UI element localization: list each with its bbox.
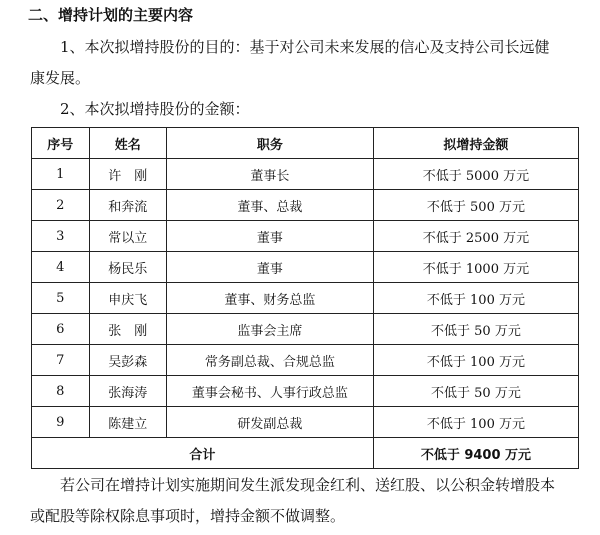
cell-position: 监事会主席 bbox=[166, 314, 373, 345]
cell-name: 杨民乐 bbox=[89, 252, 166, 283]
table-row bbox=[32, 221, 579, 252]
cell-name: 许 刚 bbox=[89, 159, 166, 190]
cell-amount: 不低于 1000 万元 bbox=[373, 252, 578, 283]
cell-no: 9 bbox=[32, 407, 90, 438]
header-position: 职务 bbox=[166, 128, 373, 159]
total-amount: 不低于 9400 万元 bbox=[373, 438, 578, 469]
total-label: 合计 bbox=[32, 438, 374, 469]
cell-position: 董事、财务总监 bbox=[166, 283, 373, 314]
header-amount: 拟增持金额 bbox=[373, 128, 578, 159]
cell-name: 和奔流 bbox=[89, 190, 166, 221]
cell-no: 4 bbox=[32, 252, 90, 283]
cell-name: 陈建立 bbox=[89, 407, 166, 438]
paragraph-purpose-continued: 康发展。 bbox=[30, 69, 91, 87]
cell-position: 董事 bbox=[166, 221, 373, 252]
cell-position: 常务副总裁、合规总监 bbox=[166, 345, 373, 376]
cell-name: 常以立 bbox=[89, 221, 166, 252]
cell-amount: 不低于 100 万元 bbox=[373, 283, 578, 314]
header-no: 序号 bbox=[32, 128, 90, 159]
table-row bbox=[32, 159, 579, 190]
cell-no: 8 bbox=[32, 376, 90, 407]
table-header-row bbox=[32, 128, 579, 159]
table-row bbox=[32, 314, 579, 345]
table-row bbox=[32, 283, 579, 314]
paragraph-adjustment-note-continued: 或配股等除权除息事项时，增持金额不做调整。 bbox=[30, 507, 346, 525]
cell-no: 7 bbox=[32, 345, 90, 376]
cell-name: 吴彭森 bbox=[89, 345, 166, 376]
cell-position: 董事会秘书、人事行政总监 bbox=[166, 376, 373, 407]
cell-position: 研发副总裁 bbox=[166, 407, 373, 438]
section-title: 二、增持计划的主要内容 bbox=[28, 6, 194, 24]
cell-no: 2 bbox=[32, 190, 90, 221]
paragraph-purpose: 1、本次拟增持股份的目的：基于对公司未来发展的信心及支持公司长远健 bbox=[60, 38, 550, 56]
cell-amount: 不低于 2500 万元 bbox=[373, 221, 578, 252]
table-total-row bbox=[32, 438, 579, 469]
cell-amount: 不低于 5000 万元 bbox=[373, 159, 578, 190]
cell-amount: 不低于 100 万元 bbox=[373, 345, 578, 376]
paragraph-adjustment-note: 若公司在增持计划实施期间发生派发现金红利、送红股、以公积金转增股本 bbox=[60, 476, 556, 494]
table-row bbox=[32, 407, 579, 438]
table-row bbox=[32, 376, 579, 407]
cell-position: 董事长 bbox=[166, 159, 373, 190]
table-row bbox=[32, 345, 579, 376]
cell-amount: 不低于 100 万元 bbox=[373, 407, 578, 438]
cell-no: 1 bbox=[32, 159, 90, 190]
cell-name: 申庆飞 bbox=[89, 283, 166, 314]
header-name: 姓名 bbox=[89, 128, 166, 159]
cell-amount: 不低于 50 万元 bbox=[373, 314, 578, 345]
cell-amount: 不低于 500 万元 bbox=[373, 190, 578, 221]
cell-no: 6 bbox=[32, 314, 90, 345]
cell-position: 董事、总裁 bbox=[166, 190, 373, 221]
cell-no: 3 bbox=[32, 221, 90, 252]
table-row bbox=[32, 190, 579, 221]
paragraph-amount-intro: 2、本次拟增持股份的金额： bbox=[60, 100, 250, 118]
cell-no: 5 bbox=[32, 283, 90, 314]
cell-amount: 不低于 50 万元 bbox=[373, 376, 578, 407]
cell-name: 张 刚 bbox=[89, 314, 166, 345]
increase-holding-table bbox=[31, 127, 579, 469]
cell-name: 张海涛 bbox=[89, 376, 166, 407]
table-row bbox=[32, 252, 579, 283]
cell-position: 董事 bbox=[166, 252, 373, 283]
